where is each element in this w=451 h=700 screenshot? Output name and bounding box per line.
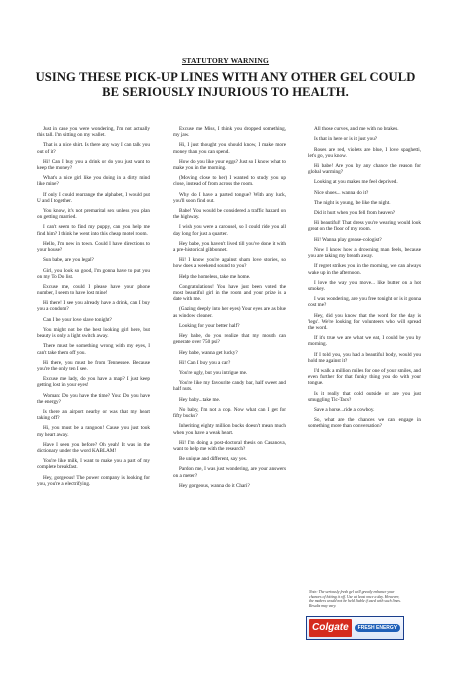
pickup-line: Babe! You would be considered a traffic hazard on the highway. (173, 208, 286, 221)
pickup-line: Sun babe, are you legal? (43, 257, 94, 264)
pickup-line: You might not be the best looking girl here, but beauty is only a light switch away. (37, 326, 150, 340)
pickup-line: Why do I have a parted tongue? With any luck, you'll soon find out. (173, 191, 286, 204)
pickup-line: Is that in here or is it just you? (314, 136, 378, 143)
pickup-line: If I told you, you had a beautiful body, would you hold me against it? (308, 351, 421, 364)
pickup-line: Hey babe, wanna get lucky? (179, 349, 238, 356)
pickup-line: You're like milk, I want to make you a part of my complete breakfast. (37, 458, 150, 471)
pickup-line: Now I know how a drowning man feels, because you are taking my breath away. (308, 246, 421, 260)
pickup-line: Hi, I just thought you should know, I make more money than you can spend. (173, 142, 286, 155)
pickup-line: If regret strikes you in the morning, we can always wake up in the afternoon. (308, 263, 421, 276)
pickup-line: Excuse me Miss, I think you dropped something, my jaw. (173, 126, 286, 139)
pickup-line: There must be something wrong with my eyes, I can't take them off you. (37, 343, 150, 356)
pickup-line: Did it hurt when you fell from heaven? (314, 210, 396, 217)
pickup-line: Looking at you makes me feel deprived. (314, 179, 398, 186)
pickup-line: Excuse me lady, do you have a map? I just keep getting lost in your eyes! (37, 376, 150, 389)
pickup-line: Hey, did you know that the word for the day is 'legs'. We're looking for volunteers who will spread the word. (308, 312, 421, 331)
colgate-product-pack (306, 616, 404, 640)
pickup-line: You're ugly, but you intrigue me. (179, 370, 248, 377)
pickup-line: Hey, gorgeous! The power company is looking for you, you're a electrifying. (37, 474, 150, 487)
pickup-line: That is a nice shirt. Is there any way I can talk you out of it? (37, 142, 150, 155)
disclaimer-text: Note: The seriously fresh gel will greatly enhance your chances of hitting it off. Use at least once a day. However, the makers would not be held liable if used with such lines. Results may vary. (309, 590, 401, 608)
pickup-line: Have I seen you before? Oh yeah! It was in the dictionary under the word KABLAM! (37, 441, 150, 454)
pickup-line: Help the homeless, take me home. (179, 273, 251, 280)
column-2 (173, 126, 286, 493)
pickup-line: Hey gorgeous, wanna do it Chari? (179, 482, 250, 489)
pickup-line: Hi! I'm doing a post-doctoral thesis on Casanova, want to help me with the research? (173, 439, 286, 452)
disclaimer-note (309, 590, 401, 608)
column-3 (308, 126, 421, 434)
pickup-line: I can't seem to find my puppy, can you help me find him? I think he went into this cheap motel room. (37, 224, 150, 237)
pickup-line: The night is young, be like the night. (314, 199, 391, 206)
pickup-line: Hey babe, do you realize that my mouth can generate over 750 psi? (173, 333, 286, 346)
pickup-line: I love the way you move... like butter on a hot smokey. (308, 279, 421, 292)
pickup-line: Looking for your better half? (179, 322, 240, 329)
pickup-line: I was wondering, are you free tonight or is it gonna cost me? (308, 296, 421, 309)
pickup-line: Excuse me, could I please have your phone number, I seem to have lost mine! (37, 283, 150, 297)
pickup-line: I'd walk a million miles for one of your smiles, and even further for that funky thing you do with your tongue. (308, 367, 421, 387)
column-1 (37, 126, 150, 491)
fresh-energy-badge: FRESH ENERGY (355, 624, 400, 632)
pickup-line: Hi! I know you're against sham love stories, so how does a weekend sound to you? (173, 257, 286, 270)
pickup-line: Inheriting eighty million bucks doesn't mean much when you have a weak heart. (173, 423, 286, 436)
pickup-line: Hey baby...take me. (179, 396, 221, 403)
pickup-line: You know, it's not premarital sex unless you plan on getting married. (37, 208, 150, 221)
pickup-line: Is it really that cold outside or are you just smuggling Tic-Tacs? (308, 390, 421, 403)
pickup-line: Hi, you must be a rangoon! Cause you just took my heart away. (37, 425, 150, 438)
pickup-line: Be unique and different, say yes. (179, 456, 248, 463)
headline: USING THESE PICK-UP LINES WITH ANY OTHER GEL COULD BE SERIOUSLY INJURIOUS TO HEALTH. (35, 70, 416, 99)
pickup-line: Hey babe, you haven't lived till you've done it with a pre-historical gibbonnet. (173, 240, 286, 253)
pickup-line: You're like my favourite candy bar, half sweet and half nuts. (173, 380, 286, 393)
pickup-line: Just in case you were wondering, I'm not actually this tall. I'm sitting on my wallet. (37, 126, 150, 139)
pickup-line: All those curves, and me with no brakes. (314, 126, 399, 132)
pickup-lines-columns (37, 126, 421, 626)
pickup-line: Hi! Can I buy you a drink or do you just want to keep the money? (37, 158, 150, 171)
pickup-line: Hi! Can I buy you a car? (179, 359, 231, 366)
pickup-line: Hi babe! Are you by any chance the reason for global warming? (308, 162, 421, 176)
pickup-line: Hi! Wanna play grease-cologist? (314, 236, 382, 243)
pickup-line: Woman: Do you have the time? You: Do you have the energy? (37, 392, 150, 405)
pickup-line: Hi there! I see you already have a drink, can I buy you a condom? (37, 300, 150, 313)
pickup-line: Hi beautiful! That dress you're wearing would look great on the floor of my room. (308, 220, 421, 233)
pickup-line: Pardon me, I was just wondering, are your answers on a meter? (173, 466, 286, 479)
pickup-line: Hello, I'm new in town. Could I have directions to your house? (37, 240, 150, 253)
pickup-line: (Moving close to her) I wanted to study you up close, instead of from across the room. (173, 175, 286, 188)
pickup-line: Hi there, you must be from Tennessee. Because you're the only ten I see. (37, 359, 150, 372)
pickup-line: Girl, you look so good, I'm gonna have to put you on my To Do list. (37, 267, 150, 280)
colgate-logo: Colgate (309, 619, 352, 637)
pickup-line: (Gazing deeply into her eyes) Your eyes are as blue as window cleaner. (173, 306, 286, 319)
pickup-line: Nice shoes... wanna do it? (314, 189, 369, 196)
pickup-line: Save a horse...ride a cowboy. (314, 406, 375, 413)
pickup-line: No baby, I'm not a cop. Now what can I get for fifty bucks? (173, 406, 286, 420)
pickup-line: Can I be your love slave tonight? (43, 316, 112, 323)
pickup-line: If it's true we are what we eat, I could be you by morning. (308, 335, 421, 348)
pickup-line: Roses are red, violets are blue, I love spaghetti, let's go, you know. (308, 146, 421, 159)
pickup-line: Is there an airport nearby or was that my heart taking off? (37, 409, 150, 422)
pickup-line: So, what are the chances we can engage in something more than conversation? (308, 417, 421, 430)
pickup-line: I wish you were a carousel, so I could ride you all day long for just a quarter. (173, 224, 286, 237)
statutory-warning: STATUTORY WARNING (181, 56, 270, 65)
pickup-line: If only I could rearrange the alphabet, I would put U and I together. (37, 191, 150, 204)
pickup-line: What's a nice girl like you doing in a dirty mind like mine? (37, 175, 150, 188)
pickup-line: Congratulations! You have just been voted the most beautiful girl in the room and your prize is a date with me. (173, 283, 286, 303)
pickup-line: How do you like your eggs? Just so I know what to make you in the morning. (173, 158, 286, 171)
